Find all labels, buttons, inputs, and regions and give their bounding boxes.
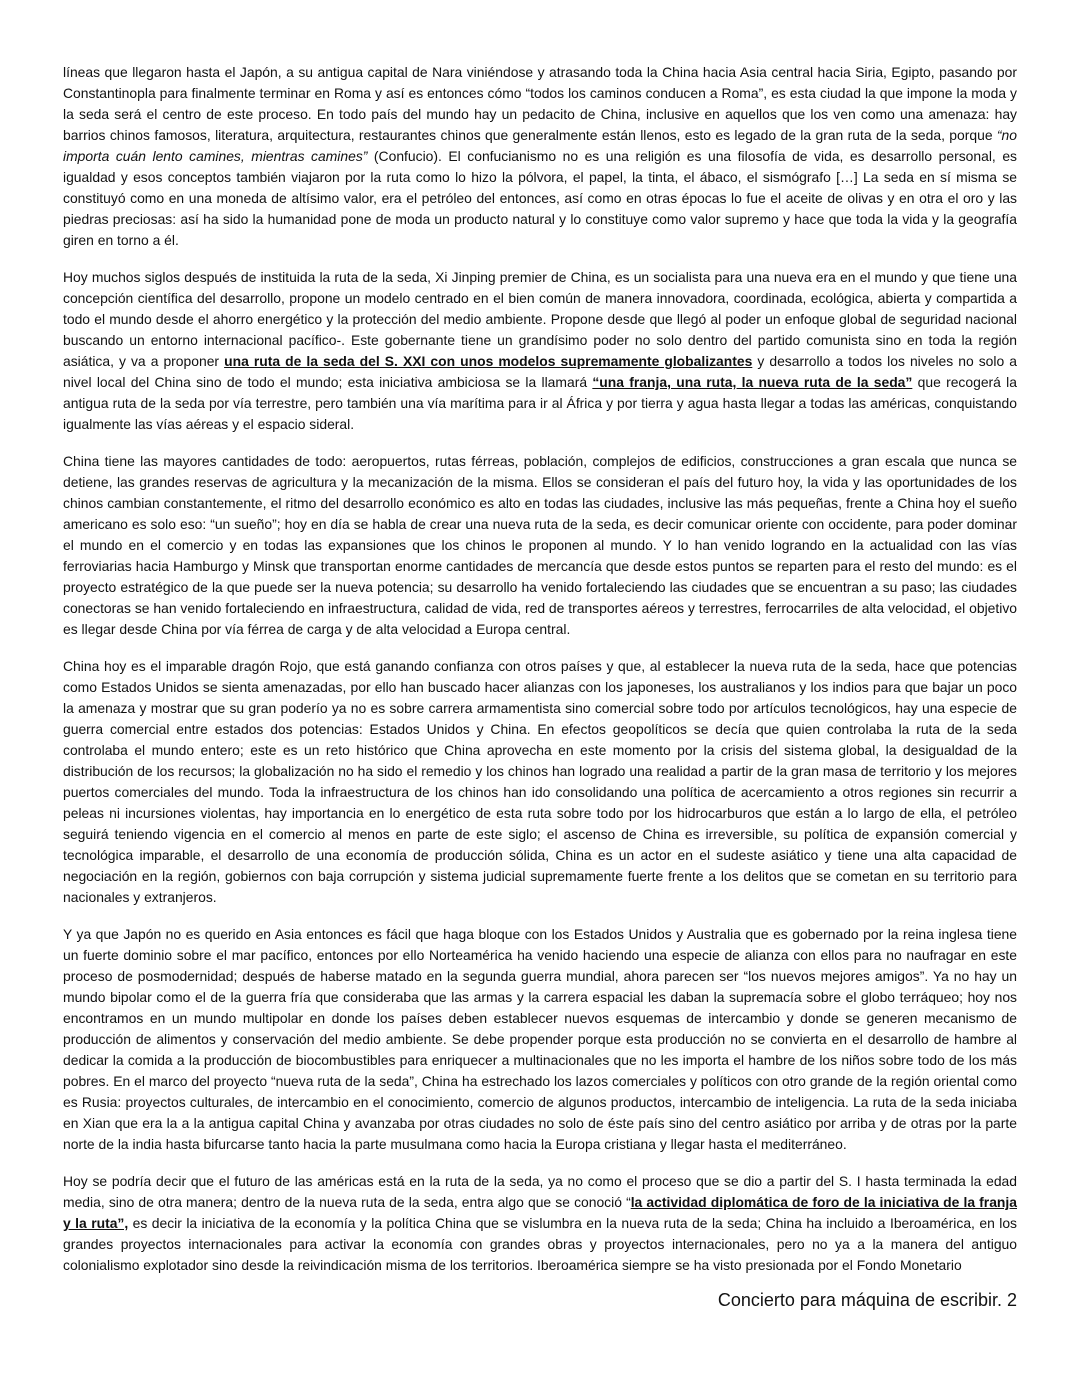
paragraph-text: China tiene las mayores cantidades de todo: aeropuertos, rutas férreas, población, complejos de edificios, construcciones a gran escala que nunca se detiene, las grandes reservas de agricultura y la mecanización de la misma. Ellos se consideran el país del futuro hoy, la vida y las oportunidades de los chinos cambian constantemente, el ritmo del desarrollo económico es alto en todas las ciudades, inclusive las más pequeñas, frente a China hoy el sueño americano es solo eso: “un sueño”; hoy en día se habla de crear una nueva ruta de la seda, es decir comunicar oriente con occidente, para poder dominar el mundo en el comercio y en todas las expansiones que los chinos le proponen al mundo. Y lo han venido logrando en la actualidad con las vías ferroviarias hacia Hamburgo y Minsk que transportan enorme cantidades de mercancía que desde estos puntos se reparten para el resto del mundo: es el proyecto estratégico de la que puede ser la nueva potencia; su desarrollo ha venido fortaleciendo las ciudades que se encuentran a su paso; las ciudades conectoras se han venido fortaleciendo en infraestructura, calidad de vida, red de transportes aéreos y terrestres, ferrocarriles de alta velocidad, el objetivo es llegar desde China por vía férrea de carga y de alta velocidad a Europa central.	[63, 453, 1017, 637]
paragraph-text: es decir la iniciativa de la economía y la política China que se vislumbra en la nueva ruta de la seda; China ha incluido a Iberoamérica, en los grandes proyectos internacionales para activar la economía con grandes obras y proyectos internacionales, pero no ya a la manera del antiguo colonialismo explotador sino desde la reivindicación misma de los territorios. Iberoamérica siempre se ha visto presionada por el Fondo Monetario	[63, 1215, 1017, 1273]
paragraph-text: líneas que llegaron hasta el Japón, a su antigua capital de Nara viniéndose y atrasando toda la China hacia Asia central hacia Siria, Egipto, pasando por Constantinopla para finalmente terminar en Roma y así es entonces cómo “todos los caminos conducen a Roma”, es esta ciudad la que impone la moda y la seda será el centro de este proceso. En todo país del mundo hay un pedacito de China, inclusive en aquellos que los ven como una amenaza: hay barrios chinos famosos, literatura, arquitectura, restaurantes chinos que generalmente están llenos, esto es legado de la gran ruta de la seda, porque	[63, 64, 1017, 143]
paragraph-text: y desarrollo a todos los niveles no solo a nivel local del China sino de todo el mundo; esta iniciativa ambiciosa se la llamará	[63, 353, 1017, 390]
paragraph-6	[63, 1171, 1017, 1276]
highlighted-text: la actividad diplomática de foro de la iniciativa de la franja y la ruta”,	[63, 1194, 1018, 1231]
paragraph-5	[63, 924, 1017, 1155]
paragraph-3	[63, 451, 1017, 640]
paragraph-4	[63, 656, 1017, 908]
paragraph-2	[63, 267, 1017, 435]
paragraph-text: que recogerá la antigua ruta de la seda por vía terrestre, pero también una vía marítima para ir al África y por tierra y agua hasta llegar a todas las américas, conquistando igualmente las vías aéreas y el espacio sideral.	[63, 374, 1017, 432]
body-text	[63, 62, 1017, 1276]
paragraph-text: Y ya que Japón no es querido en Asia entonces es fácil que haga bloque con los Estados Unidos y Australia que es gobernado por la reina inglesa tiene un fuerte dominio sobre el mar pacífico, entonces por ello Norteamérica ha venido haciendo una especie de alianza con ellos para no naufragar en este proceso de posmodernidad; después de haberse matado en la segunda guerra mundial, ahora parecen ser “los nuevos mejores amigos”. Ya no hay un mundo bipolar como el de la guerra fría que consideraba que las armas y la carrera espacial les daban la supremacía sobre el globo terráqueo; hoy nos encontramos en un mundo multipolar en donde los países deben establecer nuevos esquemas de intercambio y donde se generen mecanismo de producción de alimentos y conservación del medio ambiente. Se debe propender porque esta producción no se convierta en el desarrollo de hambre al dedicar la comida a la producción de biocombustibles para enriquecer a multinacionales que no les importa el hambre de los niños sobre todo de los más pobres. En el marco del proyecto “nueva ruta de la seda”, China ha estrechado los lazos comerciales y políticos con otro grande de la región oriental como es Rusia: proyectos culturales, de intercambio en el conocimiento, comercio de algunos productos, intercambio de inteligencia. La ruta de la seda iniciaba en Xian que era la a la antigua capital China y avanzaba por otras ciudades no solo de éste país sino del centro asiático por arriba y de otras por la parte norte de la india hasta bifurcarse tanto hacia la parte musulmana como hacia la Europa cristiana y llegar hasta el mediterráneo.	[63, 926, 1017, 1152]
paragraph-1	[63, 62, 1017, 251]
highlighted-text: una ruta de la seda del S. XXI con unos modelos supremamente globalizantes	[224, 353, 753, 369]
highlighted-text: “una franja, una ruta, la nueva ruta de la seda”	[592, 374, 913, 390]
paragraph-text: Hoy muchos siglos después de instituida la ruta de la seda, Xi Jinping premier de China, es un socialista para una nueva era en el mundo y que tiene una concepción científica del desarrollo, propone un modelo centrado en el bien común de manera innovadora, coordinada, ecológica, abierta y compartida a todo el mundo desde el ahorro energético y la protección del medio ambiente. Propone desde que llegó al poder un enfoque global de seguridad nacional buscando un entorno internacional pacífico-. Este gobernante tiene un grandísimo poder no solo dentro del partido comunista sino en toda la región asiática, y va a proponer	[63, 269, 1017, 369]
paragraph-text: China hoy es el imparable dragón Rojo, que está ganando confianza con otros países y que, al establecer la nueva ruta de la seda, hace que potencias como Estados Unidos se sienta amenazadas, por ello han buscado hacer alianzas con los japoneses, los australianos y los indios para que bajar un poco la amenaza y mostrar que su gran poderío ya no es sobre carrera armamentista sino comercial sobre todo por artículos tecnológicos, hay una especie de guerra comercial entre estados dos potencias: Estados Unidos y China. En efectos geopolíticos se decía que quien controlaba la ruta de la seda controlaba el mundo entero; este es un reto histórico que China aprovecha en este momento por la crisis del sistema global, la desigualdad de la distribución de los recursos; la globalización no ha sido el remedio y los chinos han logrado una realidad a partir de la gran masa de territorio y los mejores puertos comerciales del mundo. Toda la infraestructura de los chinos han ido consolidando una política de acercamiento a otros regiones sin recurrir a peleas ni incursiones violentas, hay importancia en lo energético de esta ruta sobre todo por los hidrocarburos que están a lo largo de ella, el petróleo seguirá teniendo vigencia en el comercio al menos en parte de este siglo; el ascenso de China es irreversible, su política de expansión comercial y tecnológica imparable, el desarrollo de una economía de producción sólida, China es un actor en el sudeste asiático y tiene una alta capacidad de negociación en la región, gobiernos con baja corrupción y sistema judicial supremamente fuerte frente a los delitos que se cometan en su territorio para nacionales y extranjeros.	[63, 658, 1017, 905]
paragraph-text: (Confucio). El confucianismo no es una religión es una filosofía de vida, es desarrollo personal, es igualdad y esos conceptos también viajaron por la ruta como lo hizo la pólvora, el papel, la tinta, el ábaco, el sismógrafo […] La seda en sí misma se constituyó como en una moneda de altísimo valor, era el petróleo del entonces, así como en otras épocas lo fue el aceite de olivas y en otra el oro y las piedras preciosas: así ha sido la humanidad pone de moda un producto natural y lo constituye como valor supremo y hace que toda la vida y la geografía giren en torno a él.	[63, 148, 1017, 248]
page-footer: Concierto para máquina de escribir. 2	[717, 1290, 1017, 1310]
quote-text: “no importa cuán lento camines, mientras camines”	[63, 127, 1017, 164]
paragraph-text: Hoy se podría decir que el futuro de las américas está en la ruta de la seda, ya no como el proceso que se dio a partir del S. I hasta terminada la edad media, sino de otra manera; dentro de la nueva ruta de la seda, entra algo que se conoció “	[63, 1173, 1017, 1210]
